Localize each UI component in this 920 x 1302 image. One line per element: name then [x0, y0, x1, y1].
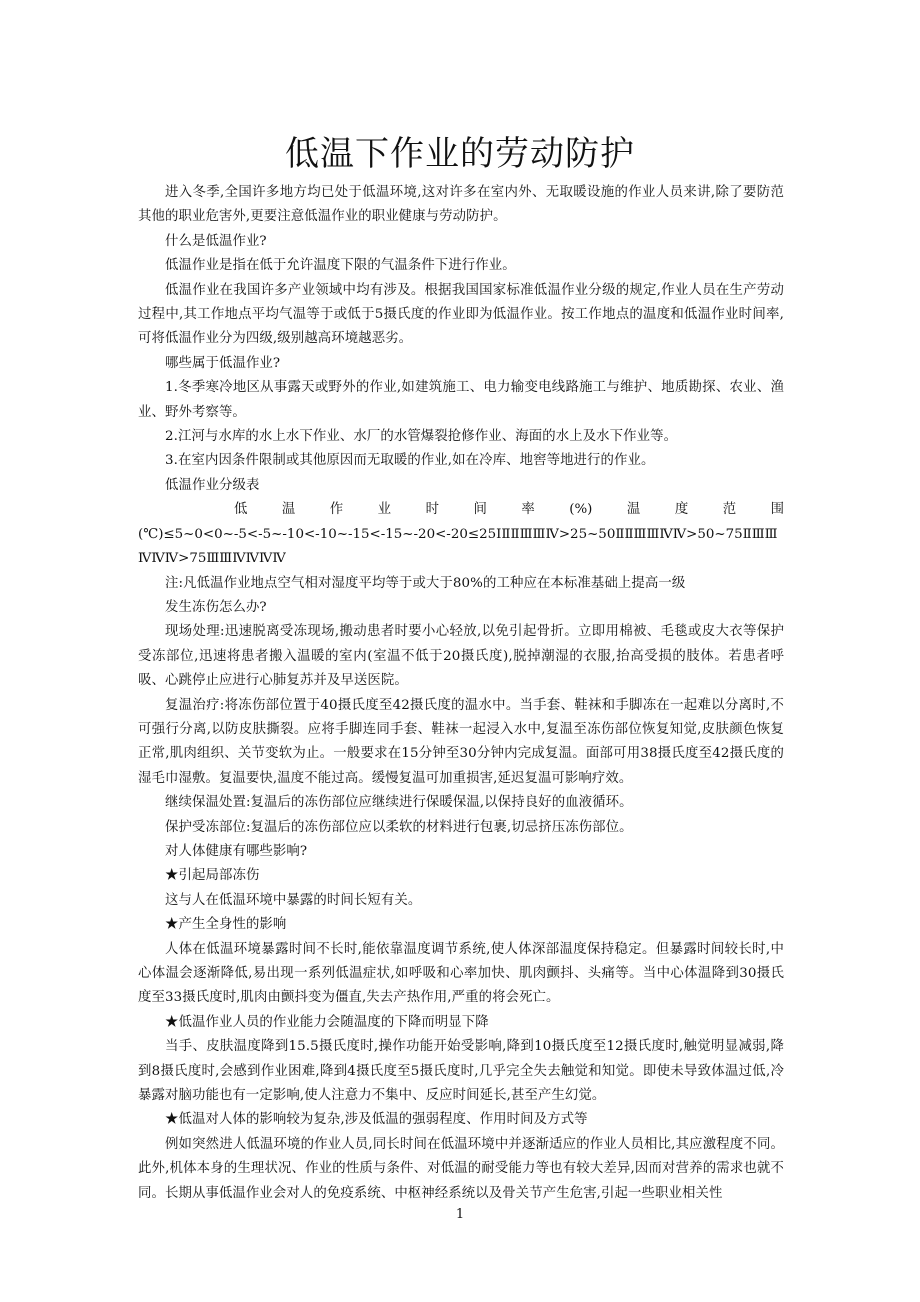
table-header-cell: 度	[674, 502, 689, 518]
table-header-cell: 业	[377, 502, 392, 518]
question-health-effects: 对人体健康有哪些影响?	[165, 843, 308, 859]
table-caption: 低温作业分级表	[165, 477, 260, 493]
table-header-cell: 时	[425, 502, 439, 518]
paragraph-keep-warm: 继续保温处置:复温后的冻伤部位应继续进行保暖保温,以保持良好的血液循环。	[165, 795, 633, 811]
paragraph-rewarming: 复温治疗:将冻伤部位置于40摄氏度至42摄氏度的温水中。当手套、鞋袜和手脚冻在一起难以分离时,不可强行分离,以防皮肤撕裂。应将手脚连同手套、鞋袜一起浸入水中,复温至冻伤部位恢复知觉,皮肤颜色恢复正常,肌肉组织、关节变软为止。一般要求在15分钟至30分钟内完成复温。面部可用38摄氏度至42摄氏度的湿毛巾湿敷。复温要快,温度不能过高。缓慢复温可加重损害,延迟复温可影响疗效。	[138, 697, 784, 786]
question-which-are-low-temp-work: 哪些属于低温作业?	[165, 355, 281, 371]
document-title: 低温下作业的劳动防护	[285, 134, 635, 174]
list-item-1: 1.冬季寒冷地区从事露天或野外的作业,如建筑施工、电力输变电线路施工与维护、地质勘探、农业、渔业、野外考察等。	[138, 380, 784, 420]
table-header-cell: 间	[473, 502, 487, 518]
grading-table-header	[138, 498, 784, 522]
paragraph-protect: 保护受冻部位:复温后的冻伤部位应以柔软的材料进行包裹,切忌挤压冻伤部位。	[165, 819, 633, 835]
bullet-systemic-effects: ★产生全身性的影响	[165, 917, 287, 933]
list-item-2: 2.江河与水库的水上水下作业、水厂的水管爆裂抢修作业、海面的水上及水下作业等。	[165, 429, 678, 445]
grading-table-row: (℃)≤5~0<0~-5<-5~-10<-10~-15<-15~-20<-20≤25ⅠⅡⅡⅢⅢⅣ>25~50ⅡⅡⅢⅢⅣⅣ>50~75ⅡⅢⅢⅣⅣⅣ>75ⅢⅢⅣⅣⅣⅣ	[138, 526, 778, 567]
paragraph-definition: 低温作业是指在低于允许温度下限的气温条件下进行作业。	[165, 258, 516, 274]
table-header-cell: 围	[770, 502, 784, 518]
table-header-cell: (%)	[569, 502, 593, 518]
table-header-cell: 率	[521, 502, 535, 518]
paragraph-complex: 例如突然进人低温环境的作业人员,同长时间在低温环境中并逐渐适应的作业人员相比,其应激程度不同。此外,机体本身的生理状况、作业的性质与条件、对低温的耐受能力等也有较大差异,因而对营养的需求也就不同。长期从事低温作业会对人的免疫系统、中枢神经系统以及骨关节产生危害,引起一些职业相关性	[138, 1136, 784, 1201]
table-header-cell: 作	[329, 502, 344, 518]
table-header-cell: 温	[281, 502, 296, 518]
bullet-complex-effects: ★低温对人体的影响较为复杂,涉及低温的强弱程度、作用时间及方式等	[165, 1112, 588, 1128]
table-header-cell: 范	[722, 502, 737, 518]
bullet-work-ability: ★低温作业人员的作业能力会随温度的下降而明显下降	[165, 1014, 489, 1030]
paragraph-classification: 低温作业在我国许多产业领域中均有涉及。根据我国国家标准低温作业分级的规定,作业人员在生产劳动过程中,其工作地点平均气温等于或低于5摄氏度的作业即为低温作业。按工作地点的温度和低温作业时间率,可将低温作业分为四级,级别越高环境越恶劣。	[138, 282, 784, 347]
paragraph-work-ability: 当手、皮肤温度降到15.5摄氏度时,操作功能开始受影响,降到10摄氏度至12摄氏度时,触觉明显减弱,降到8摄氏度时,会感到作业困难,降到4摄氏度至5摄氏度时,几乎完全失去触觉和知觉。即使未导致体温过低,冷暴露对脑功能也有一定影响,使人注意力不集中、反应时间延长,甚至产生幻觉。	[138, 1039, 784, 1104]
paragraph-exposure-time: 这与人在低温环境中暴露的时间长短有关。	[165, 892, 422, 908]
bullet-local-frostbite: ★引起局部冻伤	[165, 868, 260, 884]
question-frostbite: 发生冻伤怎么办?	[165, 599, 267, 615]
paragraph-intro: 进入冬季,全国许多地方均已处于低温环境,这对许多在室内外、无取暖设施的作业人员来讲,除了要防范其他的职业危害外,更要注意低温作业的职业健康与劳动防护。	[138, 185, 784, 225]
table-header-cell: 低	[234, 502, 248, 518]
paragraph-onsite-treatment: 现场处理:迅速脱离受冻现场,搬动患者时要小心轻放,以免引起骨折。立即用棉被、毛毯或皮大衣等保护受冻部位,迅速将患者搬入温暖的室内(室温不低于20摄氏度),脱掉潮湿的衣服,抬高受损的肢体。若患者呼吸、心跳停止应进行心肺复苏并及早送医院。	[138, 624, 784, 689]
page-number: 1	[455, 1207, 465, 1222]
table-header-cell: 温	[626, 502, 641, 518]
question-what-is-low-temp-work: 什么是低温作业?	[165, 233, 267, 249]
document-body	[138, 181, 784, 1206]
list-item-3: 3.在室内因条件限制或其他原因而无取暖的作业,如在冷库、地窖等地进行的作业。	[165, 453, 655, 469]
paragraph-systemic: 人体在低温环境暴露时间不长时,能依靠温度调节系统,使人体深部温度保持稳定。但暴露时间较长时,中心体温会逐渐降低,易出现一系列低温症状,如呼吸和心率加快、肌肉颤抖、头痛等。当中心体温降到30摄氏度至33摄氏度时,肌肉由颤抖变为僵直,失去产热作用,严重的将会死亡。	[138, 941, 784, 1006]
table-note: 注:凡低温作业地点空气相对湿度平均等于或大于80%的工种应在本标准基础上提高一级	[165, 575, 686, 591]
